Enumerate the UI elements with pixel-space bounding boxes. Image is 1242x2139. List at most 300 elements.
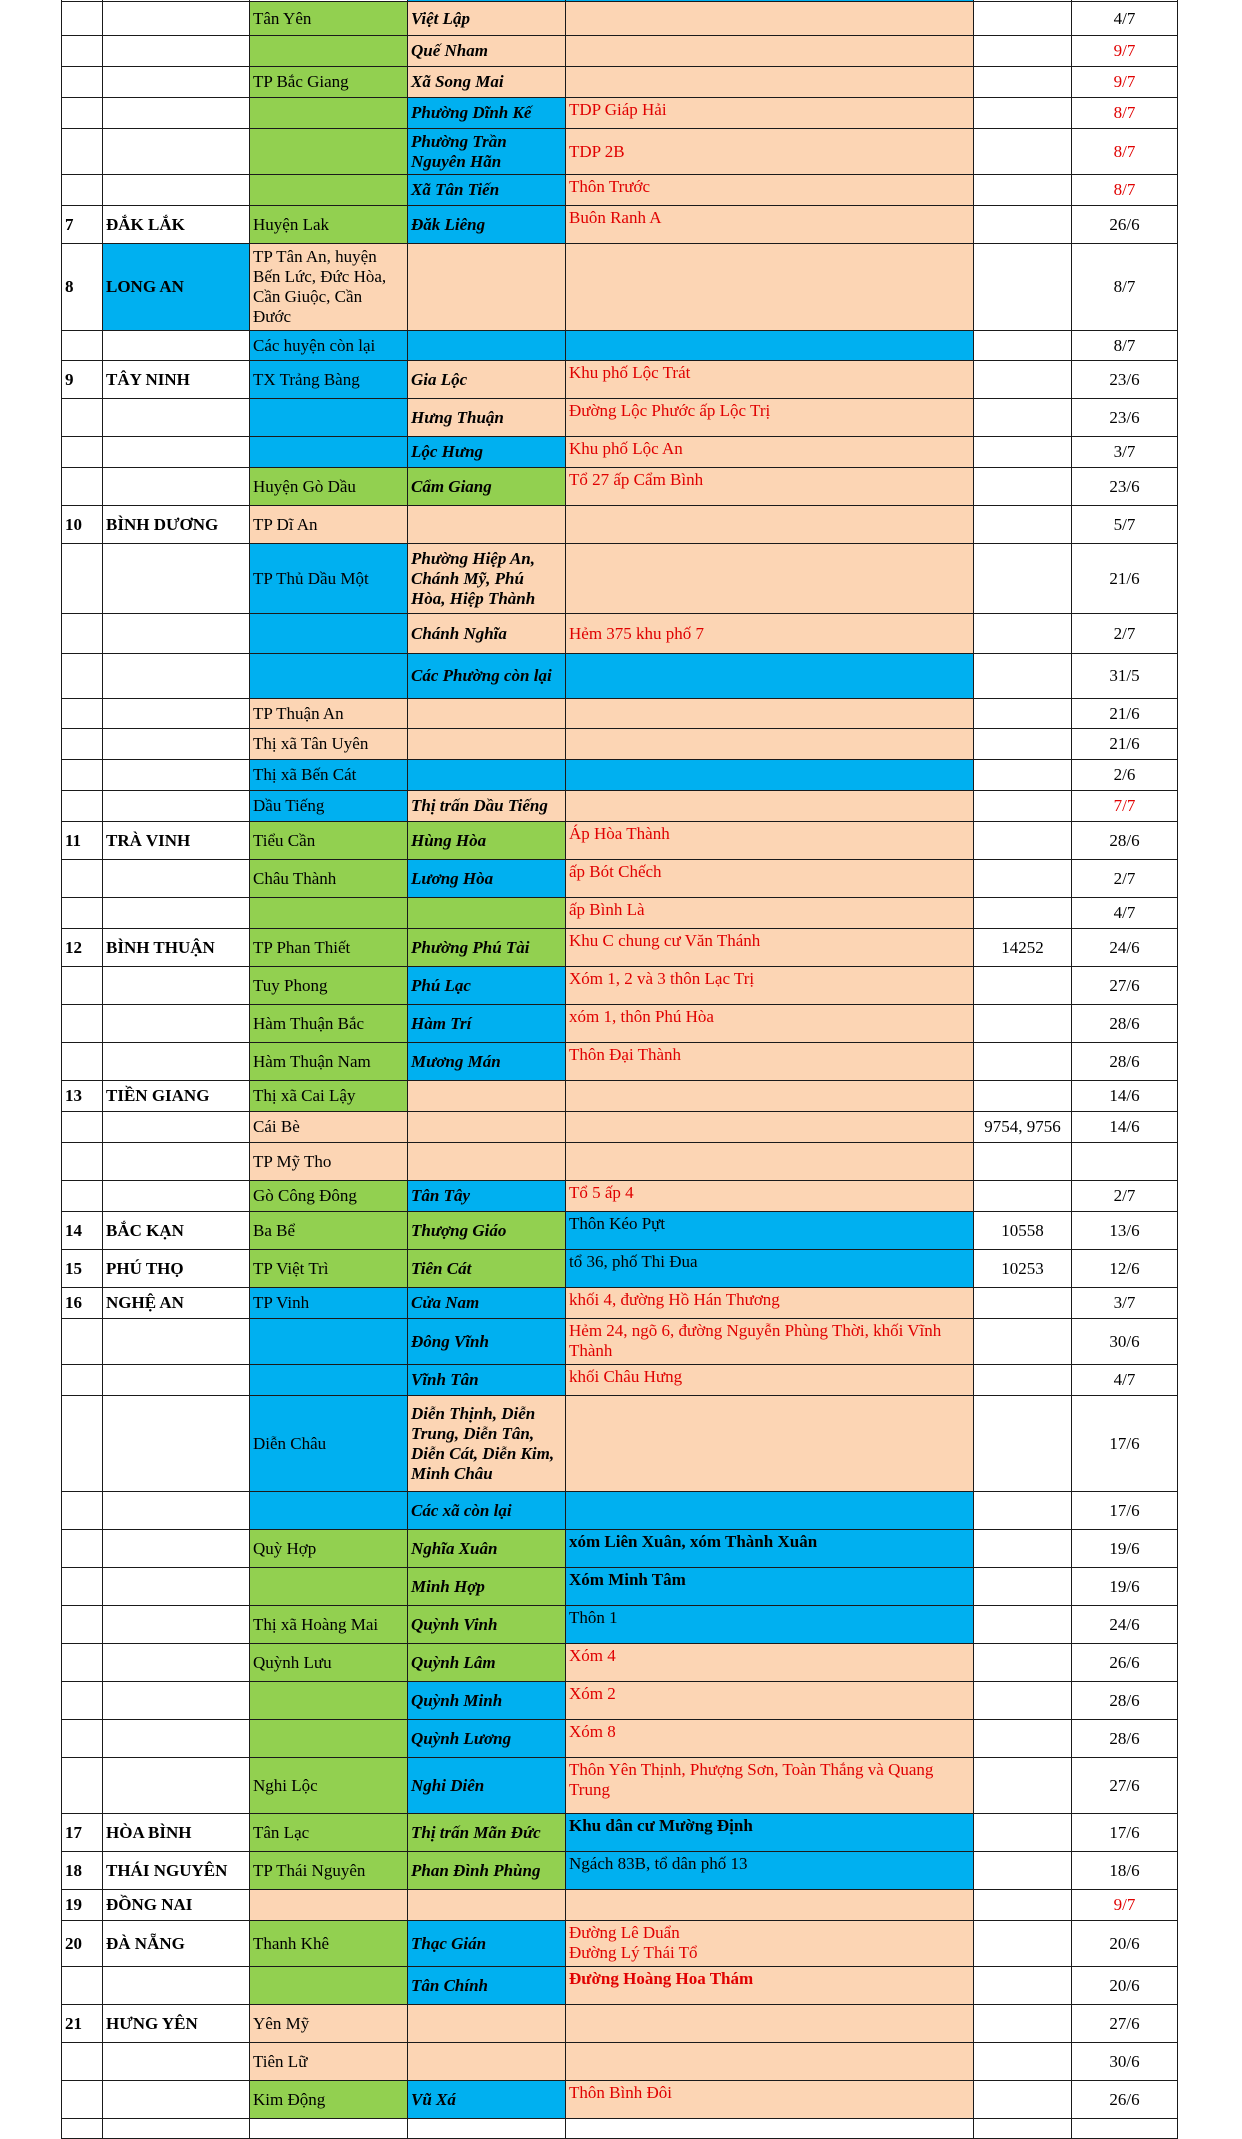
table-row [62, 1814, 1178, 1852]
area-cell: TDP 2B [566, 129, 974, 175]
province-cell [103, 791, 250, 822]
row-number-cell: 12 [62, 929, 103, 967]
district-cell: Tân Yên [250, 2, 408, 36]
commune-cell: Phường Phú Tài [408, 929, 566, 967]
area-cell: Ngách 83B, tổ dân phố 13 [566, 1852, 974, 1890]
row-number-cell [62, 67, 103, 98]
date-cell: 23/6 [1072, 399, 1178, 437]
date-cell: 8/7 [1072, 98, 1178, 129]
area-cell: Áp Hòa Thành [566, 822, 974, 860]
date-cell: 17/6 [1072, 1396, 1178, 1492]
district-cell: TP Mỹ Tho [250, 1143, 408, 1181]
date-cell: 5/7 [1072, 506, 1178, 544]
province-cell [103, 2, 250, 36]
commune-cell: Tân Tây [408, 1181, 566, 1212]
district-cell: Huyện Gò Dầu [250, 468, 408, 506]
code-cell [974, 2005, 1072, 2043]
area-cell: Xóm 2 [566, 1682, 974, 1720]
code-cell [974, 1682, 1072, 1720]
commune-cell [408, 506, 566, 544]
date-cell: 17/6 [1072, 1814, 1178, 1852]
code-cell [974, 1181, 1072, 1212]
commune-cell [408, 2043, 566, 2081]
row-number-cell [62, 1396, 103, 1492]
date-cell: 8/7 [1072, 244, 1178, 331]
date-cell: 12/6 [1072, 1250, 1178, 1288]
row-number-cell: 11 [62, 822, 103, 860]
table-row [62, 98, 1178, 129]
province-cell: LONG AN [103, 244, 250, 331]
date-cell: 31/5 [1072, 654, 1178, 699]
table-row [62, 1043, 1178, 1081]
table-row [62, 2119, 1178, 2139]
commune-cell: Quỳnh Minh [408, 1682, 566, 1720]
district-cell: Tân Lạc [250, 1814, 408, 1852]
district-cell: Yên Mỹ [250, 2005, 408, 2043]
row-number-cell [62, 1720, 103, 1758]
date-cell [1072, 1143, 1178, 1181]
commune-cell: Mương Mán [408, 1043, 566, 1081]
district-cell: Thị xã Bến Cát [250, 760, 408, 791]
province-cell: THÁI NGUYÊN [103, 1852, 250, 1890]
province-cell [103, 1758, 250, 1814]
code-cell [974, 1288, 1072, 1319]
province-cell [103, 2119, 250, 2139]
code-cell [974, 1758, 1072, 1814]
code-cell [974, 1396, 1072, 1492]
province-cell [103, 1319, 250, 1365]
code-cell [974, 1365, 1072, 1396]
area-cell [566, 506, 974, 544]
date-cell: 4/7 [1072, 2, 1178, 36]
table-row [62, 1081, 1178, 1112]
commune-cell: Đăk Liêng [408, 206, 566, 244]
row-number-cell [62, 1606, 103, 1644]
date-cell: 26/6 [1072, 206, 1178, 244]
area-cell: Đường Lộc Phước ấp Lộc Trị [566, 399, 974, 437]
date-cell: 9/7 [1072, 36, 1178, 67]
commune-cell: Xã Song Mai [408, 67, 566, 98]
code-cell [974, 967, 1072, 1005]
date-cell: 26/6 [1072, 2081, 1178, 2119]
district-cell: Hàm Thuận Nam [250, 1043, 408, 1081]
code-cell [974, 2081, 1072, 2119]
row-number-cell: 14 [62, 1212, 103, 1250]
code-cell [974, 1720, 1072, 1758]
commune-cell: Thị trấn Dầu Tiếng [408, 791, 566, 822]
row-number-cell: 20 [62, 1921, 103, 1967]
date-cell: 13/6 [1072, 1212, 1178, 1250]
commune-cell: Tiên Cát [408, 1250, 566, 1288]
commune-cell: Quế Nham [408, 36, 566, 67]
province-cell [103, 36, 250, 67]
row-number-cell [62, 898, 103, 929]
table-row [62, 1143, 1178, 1181]
province-cell [103, 699, 250, 729]
commune-cell [408, 1890, 566, 1921]
area-cell: ấp Bình Là [566, 898, 974, 929]
table-row [62, 244, 1178, 331]
row-number-cell [62, 1492, 103, 1530]
row-number-cell [62, 129, 103, 175]
row-number-cell [62, 2119, 103, 2139]
row-number-cell [62, 1112, 103, 1143]
row-number-cell [62, 760, 103, 791]
table-row [62, 929, 1178, 967]
row-number-cell [62, 2, 103, 36]
table-row [62, 2043, 1178, 2081]
row-number-cell [62, 614, 103, 654]
commune-cell: Xã Tân Tiến [408, 175, 566, 206]
date-cell: 2/7 [1072, 614, 1178, 654]
commune-cell: Phường Hiệp An, Chánh Mỹ, Phú Hòa, Hiệp Thành [408, 544, 566, 614]
commune-cell: Thượng Giáo [408, 1212, 566, 1250]
area-cell [566, 760, 974, 791]
date-cell: 14/6 [1072, 1081, 1178, 1112]
district-cell [250, 1720, 408, 1758]
area-cell: Đường Lê Duẩn Đường Lý Thái Tổ [566, 1921, 974, 1967]
table-row [62, 1212, 1178, 1250]
table-row [62, 1492, 1178, 1530]
area-cell: Đường Hoàng Hoa Thám [566, 1967, 974, 2005]
table-row [62, 1967, 1178, 2005]
table-row [62, 399, 1178, 437]
code-cell [974, 1492, 1072, 1530]
date-cell: 27/6 [1072, 1758, 1178, 1814]
district-cell: Thị xã Tân Uyên [250, 729, 408, 760]
district-cell [250, 1967, 408, 2005]
area-cell: xóm Liên Xuân, xóm Thành Xuân [566, 1530, 974, 1568]
district-cell [250, 2119, 408, 2139]
date-cell: 23/6 [1072, 468, 1178, 506]
locality-table [61, 0, 1178, 2139]
province-cell: HƯNG YÊN [103, 2005, 250, 2043]
row-number-cell [62, 544, 103, 614]
area-cell: Thôn 1 [566, 1606, 974, 1644]
district-cell [250, 98, 408, 129]
district-cell: Dầu Tiếng [250, 791, 408, 822]
date-cell: 9/7 [1072, 67, 1178, 98]
province-cell: HÒA BÌNH [103, 1814, 250, 1852]
district-cell: Nghi Lộc [250, 1758, 408, 1814]
district-cell [250, 36, 408, 67]
table-row [62, 1921, 1178, 1967]
district-cell: TP Bắc Giang [250, 67, 408, 98]
table-row [62, 1644, 1178, 1682]
commune-cell: Quỳnh Lương [408, 1720, 566, 1758]
commune-cell: Lương Hòa [408, 860, 566, 898]
area-cell: Buôn Ranh A [566, 206, 974, 244]
row-number-cell: 21 [62, 2005, 103, 2043]
district-cell [250, 1319, 408, 1365]
district-cell [250, 437, 408, 468]
code-cell [974, 468, 1072, 506]
table-row [62, 1852, 1178, 1890]
area-cell: Xóm 1, 2 và 3 thôn Lạc Trị [566, 967, 974, 1005]
area-cell: ấp Bót Chếch [566, 860, 974, 898]
code-cell [974, 361, 1072, 399]
area-cell: Tổ 27 ấp Cẩm Bình [566, 468, 974, 506]
province-cell [103, 468, 250, 506]
province-cell: ĐẮK LẮK [103, 206, 250, 244]
district-cell [250, 654, 408, 699]
province-cell [103, 2081, 250, 2119]
district-cell [250, 1568, 408, 1606]
commune-cell: Vũ Xá [408, 2081, 566, 2119]
row-number-cell [62, 791, 103, 822]
date-cell: 24/6 [1072, 1606, 1178, 1644]
code-cell [974, 98, 1072, 129]
area-cell [566, 67, 974, 98]
table-row [62, 36, 1178, 67]
row-number-cell: 13 [62, 1081, 103, 1112]
date-cell: 21/6 [1072, 699, 1178, 729]
province-cell [103, 729, 250, 760]
area-cell: tổ 36, phố Thi Đua [566, 1250, 974, 1288]
date-cell: 20/6 [1072, 1921, 1178, 1967]
code-cell [974, 614, 1072, 654]
date-cell: 28/6 [1072, 1043, 1178, 1081]
table-row [62, 1758, 1178, 1814]
district-cell: Gò Công Đông [250, 1181, 408, 1212]
code-cell [974, 331, 1072, 361]
table-row [62, 129, 1178, 175]
code-cell [974, 2043, 1072, 2081]
area-cell: Khu C chung cư Văn Thánh [566, 929, 974, 967]
province-cell [103, 331, 250, 361]
row-number-cell [62, 468, 103, 506]
table-row [62, 331, 1178, 361]
province-cell [103, 1967, 250, 2005]
date-cell: 28/6 [1072, 1682, 1178, 1720]
district-cell [250, 175, 408, 206]
code-cell [974, 1814, 1072, 1852]
code-cell [974, 1568, 1072, 1606]
area-cell [566, 1112, 974, 1143]
province-cell [103, 860, 250, 898]
date-cell: 19/6 [1072, 1568, 1178, 1606]
date-cell: 8/7 [1072, 175, 1178, 206]
area-cell [566, 36, 974, 67]
commune-cell: Phú Lạc [408, 967, 566, 1005]
date-cell: 27/6 [1072, 967, 1178, 1005]
code-cell [974, 654, 1072, 699]
row-number-cell [62, 2043, 103, 2081]
commune-cell: Việt Lập [408, 2, 566, 36]
area-cell: Xóm 4 [566, 1644, 974, 1682]
area-cell [566, 1396, 974, 1492]
table-row [62, 860, 1178, 898]
commune-cell: Tân Chính [408, 1967, 566, 2005]
province-cell: NGHỆ AN [103, 1288, 250, 1319]
district-cell [250, 1365, 408, 1396]
date-cell: 30/6 [1072, 1319, 1178, 1365]
district-cell: TP Thủ Dầu Một [250, 544, 408, 614]
table-row [62, 1365, 1178, 1396]
district-cell: Cái Bè [250, 1112, 408, 1143]
date-cell: 4/7 [1072, 1365, 1178, 1396]
code-cell [974, 1606, 1072, 1644]
code-cell [974, 822, 1072, 860]
district-cell: Tiểu Cần [250, 822, 408, 860]
district-cell: Diễn Châu [250, 1396, 408, 1492]
commune-cell: Chánh Nghĩa [408, 614, 566, 654]
table-row [62, 1181, 1178, 1212]
table-row [62, 2, 1178, 36]
code-cell [974, 1890, 1072, 1921]
province-cell [103, 967, 250, 1005]
table-row [62, 506, 1178, 544]
commune-cell: Vĩnh Tân [408, 1365, 566, 1396]
commune-cell [408, 2005, 566, 2043]
row-number-cell [62, 860, 103, 898]
table-row [62, 1250, 1178, 1288]
code-cell: 10253 [974, 1250, 1072, 1288]
table-row [62, 1720, 1178, 1758]
table-body [62, 0, 1178, 2139]
row-number-cell [62, 1644, 103, 1682]
commune-cell: Phan Đình Phùng [408, 1852, 566, 1890]
date-cell: 3/7 [1072, 437, 1178, 468]
code-cell: 10558 [974, 1212, 1072, 1250]
commune-cell: Thạc Gián [408, 1921, 566, 1967]
district-cell [250, 129, 408, 175]
province-cell: ĐỒNG NAI [103, 1890, 250, 1921]
district-cell [250, 898, 408, 929]
district-cell: Quỳnh Lưu [250, 1644, 408, 1682]
commune-cell [408, 760, 566, 791]
province-cell [103, 437, 250, 468]
code-cell [974, 67, 1072, 98]
province-cell [103, 1720, 250, 1758]
district-cell: Các huyện còn lại [250, 331, 408, 361]
date-cell [1072, 2119, 1178, 2139]
province-cell: TÂY NINH [103, 361, 250, 399]
province-cell [103, 654, 250, 699]
row-number-cell [62, 1365, 103, 1396]
province-cell: ĐÀ NẴNG [103, 1921, 250, 1967]
date-cell: 19/6 [1072, 1530, 1178, 1568]
province-cell [103, 760, 250, 791]
row-number-cell: 15 [62, 1250, 103, 1288]
row-number-cell [62, 331, 103, 361]
province-cell: BẮC KẠN [103, 1212, 250, 1250]
district-cell: TP Phan Thiết [250, 929, 408, 967]
date-cell: 30/6 [1072, 2043, 1178, 2081]
district-cell: TP Thuận An [250, 699, 408, 729]
province-cell [103, 1530, 250, 1568]
district-cell: Thanh Khê [250, 1921, 408, 1967]
district-cell: Hàm Thuận Bắc [250, 1005, 408, 1043]
table-row [62, 2005, 1178, 2043]
table-row [62, 67, 1178, 98]
province-cell [103, 67, 250, 98]
date-cell: 7/7 [1072, 791, 1178, 822]
commune-cell: Quỳnh Lâm [408, 1644, 566, 1682]
district-cell: TP Việt Trì [250, 1250, 408, 1288]
table-row [62, 1568, 1178, 1606]
row-number-cell: 7 [62, 206, 103, 244]
province-cell [103, 544, 250, 614]
province-cell [103, 1606, 250, 1644]
code-cell [974, 1081, 1072, 1112]
code-cell [974, 206, 1072, 244]
table-row [62, 1112, 1178, 1143]
area-cell [566, 699, 974, 729]
province-cell [103, 1365, 250, 1396]
code-cell [974, 1005, 1072, 1043]
date-cell: 26/6 [1072, 1644, 1178, 1682]
row-number-cell [62, 175, 103, 206]
area-cell: Thôn Đại Thành [566, 1043, 974, 1081]
province-cell [103, 1005, 250, 1043]
commune-cell: Quỳnh Vinh [408, 1606, 566, 1644]
province-cell [103, 98, 250, 129]
commune-cell [408, 1143, 566, 1181]
commune-cell: Thị trấn Mãn Đức [408, 1814, 566, 1852]
province-cell [103, 129, 250, 175]
code-cell [974, 1921, 1072, 1967]
date-cell: 2/7 [1072, 860, 1178, 898]
date-cell: 24/6 [1072, 929, 1178, 967]
row-number-cell: 16 [62, 1288, 103, 1319]
code-cell [974, 399, 1072, 437]
table-row [62, 898, 1178, 929]
area-cell: Khu phố Lộc An [566, 437, 974, 468]
table-row [62, 1396, 1178, 1492]
table-row [62, 614, 1178, 654]
province-cell [103, 1043, 250, 1081]
commune-cell: Hưng Thuận [408, 399, 566, 437]
code-cell: 14252 [974, 929, 1072, 967]
row-number-cell [62, 437, 103, 468]
table-row [62, 1288, 1178, 1319]
area-cell [566, 544, 974, 614]
province-cell [103, 399, 250, 437]
row-number-cell [62, 1967, 103, 2005]
area-cell [566, 2043, 974, 2081]
row-number-cell [62, 1530, 103, 1568]
row-number-cell [62, 1319, 103, 1365]
province-cell [103, 175, 250, 206]
commune-cell: Gia Lộc [408, 361, 566, 399]
province-cell [103, 2043, 250, 2081]
table-row [62, 2081, 1178, 2119]
row-number-cell [62, 1005, 103, 1043]
code-cell [974, 760, 1072, 791]
province-cell [103, 1143, 250, 1181]
area-cell [566, 331, 974, 361]
date-cell: 14/6 [1072, 1112, 1178, 1143]
area-cell: Thôn Yên Thịnh, Phượng Sơn, Toàn Thắng và Quang Trung [566, 1758, 974, 1814]
commune-cell: Cửa Nam [408, 1288, 566, 1319]
code-cell [974, 175, 1072, 206]
commune-cell: Cẩm Giang [408, 468, 566, 506]
row-number-cell [62, 1181, 103, 1212]
row-number-cell [62, 1758, 103, 1814]
province-cell [103, 1568, 250, 1606]
row-number-cell [62, 98, 103, 129]
commune-cell: Đông Vĩnh [408, 1319, 566, 1365]
table-row [62, 654, 1178, 699]
row-number-cell [62, 2081, 103, 2119]
commune-cell: Hùng Hòa [408, 822, 566, 860]
code-cell [974, 2119, 1072, 2139]
code-cell [974, 129, 1072, 175]
province-cell [103, 614, 250, 654]
code-cell [974, 898, 1072, 929]
province-cell: TIỀN GIANG [103, 1081, 250, 1112]
